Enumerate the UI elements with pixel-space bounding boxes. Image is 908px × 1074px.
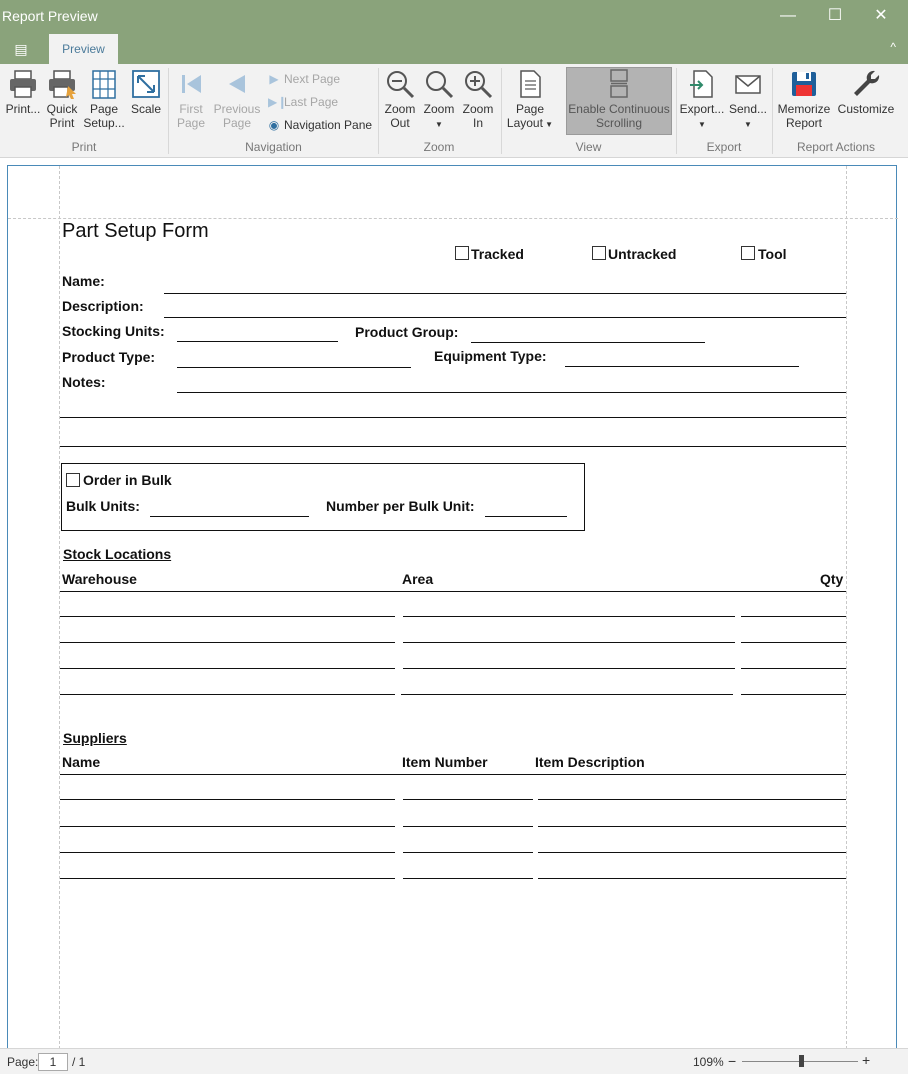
item-number-line (403, 852, 533, 853)
warehouse-line (60, 694, 395, 695)
next-page-label: Next Page (284, 72, 341, 86)
number-per-bulk-unit-line (485, 516, 567, 517)
collapse-ribbon-icon[interactable]: ^ (890, 40, 896, 54)
product-group-label: Product Group: (355, 324, 459, 340)
minimize-button[interactable]: — (780, 7, 796, 24)
customize-button[interactable] (836, 68, 896, 116)
area-line (403, 668, 735, 669)
item-number-line (403, 826, 533, 827)
supplier-name-line (60, 826, 395, 827)
margin-guide-top (8, 218, 898, 219)
tracked-label: Tracked (471, 246, 524, 262)
scale-label: Scale (130, 102, 162, 116)
equipment-type-line (565, 366, 799, 367)
supplier-name-line (60, 799, 395, 800)
zoom-out-button[interactable] (381, 68, 419, 130)
enable-continuous-scrolling-button[interactable] (566, 68, 672, 130)
close-button[interactable]: ✕ (874, 7, 888, 24)
save-icon (788, 68, 820, 100)
qty-line (741, 642, 846, 643)
warehouse-header: Warehouse (62, 571, 137, 587)
zoom-slider-thumb[interactable] (799, 1055, 804, 1067)
suppliers-heading: Suppliers (63, 730, 127, 746)
supplier-name-line (60, 878, 395, 879)
compass-icon: ◉ (268, 118, 280, 132)
first-page-button[interactable] (172, 68, 210, 130)
qty-line (741, 694, 846, 695)
page-setup-label-1: Page (89, 102, 119, 116)
view-group-label: View (575, 140, 602, 154)
name-label: Name: (62, 273, 105, 289)
last-page-button[interactable] (268, 93, 338, 111)
item-description-line (538, 799, 846, 800)
quick-print-icon (46, 68, 78, 100)
margin-guide-left (59, 166, 60, 1049)
page-label: Page: (7, 1055, 39, 1069)
ribbon (0, 64, 908, 158)
status-bar (0, 1048, 908, 1074)
qty-line (741, 616, 846, 617)
page-layout-button[interactable] (504, 68, 556, 132)
form-title: Part Setup Form (62, 220, 209, 242)
page-layout-label-1: Page (515, 102, 545, 116)
supplier-name-line (60, 852, 395, 853)
app-menu-icon[interactable]: ▤ (14, 41, 28, 57)
first-page-label-1: First (179, 102, 203, 116)
zoom-plus-button[interactable]: + (862, 1052, 871, 1068)
maximize-button[interactable]: ☐ (827, 7, 843, 24)
first-page-icon (175, 68, 207, 100)
area-header: Area (402, 571, 434, 587)
page-setup-label-2: Setup... (83, 116, 125, 130)
zoom-group-label: Zoom (423, 140, 455, 154)
item-number-line (403, 799, 533, 800)
zoom-dropdown-icon: ▼ (435, 120, 443, 129)
export-label: Export... (679, 102, 725, 116)
warehouse-line (60, 616, 395, 617)
zoom-in-button[interactable] (459, 68, 497, 130)
send-dropdown-icon: ▼ (744, 120, 752, 129)
description-label: Description: (62, 298, 144, 314)
previous-page-label-1: Previous (213, 102, 261, 116)
margin-guide-right (846, 166, 847, 1049)
zoom-button[interactable] (421, 68, 457, 132)
print-group-label: Print (71, 140, 97, 154)
zoom-in-label-1: Zoom (462, 102, 494, 116)
qty-line (741, 668, 846, 669)
navigation-group-label: Navigation (245, 140, 302, 154)
quick-print-label-1: Quick (46, 102, 78, 116)
send-button[interactable] (727, 68, 769, 132)
notes-line-1 (177, 392, 846, 393)
tool-label: Tool (758, 246, 787, 262)
warehouse-line (60, 642, 395, 643)
continuous-scrolling-icon (603, 68, 635, 100)
separator (168, 68, 169, 154)
qty-header: Qty (820, 571, 844, 587)
zoom-out-icon (384, 68, 416, 100)
document-area (0, 159, 908, 1048)
bulk-units-label: Bulk Units: (66, 498, 140, 514)
quick-print-button[interactable] (44, 68, 80, 130)
report-actions-group-label: Report Actions (796, 140, 876, 154)
supplier-name-header: Name (62, 754, 101, 770)
item-number-line (403, 878, 533, 879)
page-number-input[interactable]: 1 (38, 1053, 68, 1071)
item-description-line (538, 852, 846, 853)
stocking-units-line (177, 341, 338, 342)
warehouse-line (60, 668, 395, 669)
mail-icon (732, 68, 764, 100)
last-page-icon: ▶❙ (268, 95, 288, 109)
first-page-label-2: Page (176, 116, 206, 130)
item-description-header: Item Description (535, 754, 645, 770)
page-setup-icon (88, 68, 120, 100)
page-layout-icon (514, 68, 546, 100)
scale-button[interactable] (128, 68, 164, 116)
product-group-line (471, 342, 705, 343)
zoom-icon (423, 68, 455, 100)
continuous-scrolling-label-2: Scrolling (595, 116, 643, 130)
quick-print-label-2: Print (49, 116, 75, 130)
area-line (403, 642, 735, 643)
description-line (164, 317, 846, 318)
notes-line-3 (60, 446, 846, 447)
name-line (164, 293, 846, 294)
tracked-checkbox (455, 246, 469, 260)
export-group-label: Export (706, 140, 742, 154)
scale-icon (130, 68, 162, 100)
send-label: Send... (728, 102, 768, 116)
previous-page-icon (221, 68, 253, 100)
continuous-scrolling-label-1: Enable Continuous (568, 102, 670, 116)
product-type-line (177, 367, 411, 368)
navigation-pane-button[interactable] (268, 116, 372, 134)
zoom-in-icon (462, 68, 494, 100)
zoom-out-label-1: Zoom (384, 102, 416, 116)
item-description-line (538, 826, 846, 827)
tab-strip (0, 34, 908, 64)
memorize-label-2: Report (785, 116, 823, 130)
stock-locations-heading: Stock Locations (63, 546, 172, 562)
stock-header-line (60, 591, 846, 592)
page-total: / 1 (72, 1055, 86, 1069)
page-layout-label-2: Layout (506, 116, 543, 130)
export-button[interactable] (679, 68, 725, 132)
zoom-percent: 109% (693, 1055, 724, 1069)
order-in-bulk-checkbox (66, 473, 80, 487)
export-icon (686, 68, 718, 100)
equipment-type-label: Equipment Type: (434, 348, 547, 364)
area-line (403, 616, 735, 617)
zoom-label: Zoom (423, 102, 455, 116)
last-page-label: Last Page (284, 95, 339, 109)
next-page-button[interactable] (268, 70, 340, 88)
print-button[interactable] (4, 68, 42, 116)
suppliers-header-line (60, 774, 846, 775)
area-line (401, 694, 733, 695)
print-label: Print... (5, 102, 41, 116)
memorize-label-1: Memorize (777, 102, 831, 116)
export-dropdown-icon: ▼ (698, 120, 706, 129)
wrench-icon (850, 68, 882, 100)
report-page (7, 165, 897, 1048)
order-in-bulk-label: Order in Bulk (83, 472, 172, 488)
zoom-minus-button[interactable]: − (728, 1053, 737, 1069)
customize-label: Customize (837, 102, 895, 116)
next-page-icon: ▶ (269, 72, 279, 86)
printer-icon (7, 68, 39, 100)
zoom-out-label-2: Out (390, 116, 410, 130)
previous-page-button[interactable] (212, 68, 262, 130)
product-type-label: Product Type: (62, 349, 156, 365)
tool-checkbox (741, 246, 755, 260)
previous-page-label-2: Page (222, 116, 252, 130)
memorize-report-button[interactable] (776, 68, 832, 130)
tab-preview[interactable]: Preview (49, 34, 118, 64)
untracked-checkbox (592, 246, 606, 260)
number-per-bulk-unit-label: Number per Bulk Unit: (326, 498, 475, 514)
bulk-units-line (150, 516, 309, 517)
title-bar (0, 0, 908, 34)
page-setup-button[interactable] (82, 68, 126, 130)
item-description-line (538, 878, 846, 879)
page-layout-dropdown-icon: ▼ (542, 120, 554, 129)
item-number-header: Item Number (402, 754, 488, 770)
notes-label: Notes: (62, 374, 106, 390)
stocking-units-label: Stocking Units: (62, 323, 165, 339)
zoom-in-label-2: In (472, 116, 483, 130)
window-title: Report Preview (2, 8, 98, 24)
notes-line-2 (60, 417, 846, 418)
navigation-pane-label: Navigation Pane (284, 118, 373, 132)
untracked-label: Untracked (608, 246, 677, 262)
